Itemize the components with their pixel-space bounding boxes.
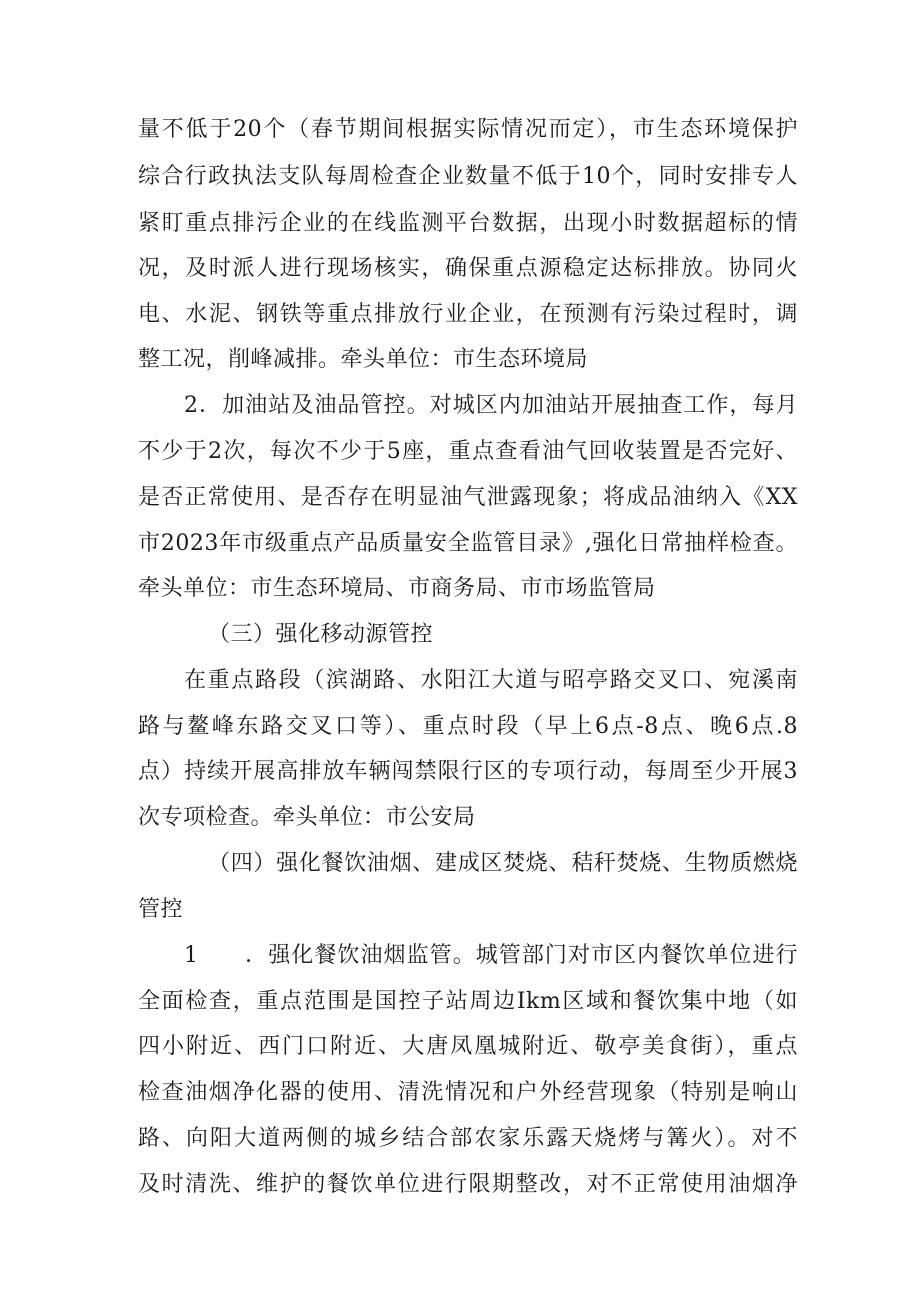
section-heading: （四）强化餐饮油烟、建成区焚烧、秸秆焚烧、生物质燃烧 [208, 851, 798, 876]
paragraph-line: 1 ．强化餐饮油烟监管。城管部门对市区内餐饮单位进行 [184, 943, 798, 968]
paragraph-line: 整工况，削峰减排。牵头单位：市生态环境局 [138, 347, 589, 372]
paragraph-line: 电、水泥、钢铁等重点排放行业企业，在预测有污染过程时，调 [138, 302, 798, 327]
paragraph-line: 市2023年市级重点产品质量安全监管目录》,强化日常抽样检查。 [138, 531, 798, 556]
paragraph-line: 次专项检查。牵头单位：市公安局 [138, 805, 476, 830]
paragraph-line: 及时清洗、维护的餐饮单位进行限期整改，对不正常使用油烟净 [138, 1172, 798, 1197]
paragraph-line: 牵头单位：市生态环境局、市商务局、市市场监管局 [138, 576, 656, 601]
paragraph-line: 不少于2次，每次不少于5座，重点查看油气回收装置是否完好、 [138, 439, 798, 464]
paragraph-line: 量不低于20个（春节期间根据实际情况而定），市生态环境保护 [138, 117, 798, 142]
paragraph-line: 路、向阳大道两侧的城乡结合部农家乐露天烧烤与篝火）。对不 [138, 1126, 798, 1151]
paragraph-line: 路与鳌峰东路交叉口等）、重点时段（早上6点-8点、晚6点.8 [138, 714, 798, 739]
paragraph-line: 全面检查，重点范围是国控子站周边Ikm区域和餐饮集中地（如 [138, 989, 798, 1014]
section-heading: （三）强化移动源管控 [208, 622, 434, 647]
paragraph-line: 况，及时派人进行现场核实，确保重点源稳定达标排放。协同火 [138, 256, 798, 281]
paragraph-line: 综合行政执法支队每周检查企业数量不低于10个，同时安排专人 [138, 164, 798, 189]
paragraph-line: 检查油烟净化器的使用、清洗情况和户外经营现象（特别是响山 [138, 1080, 798, 1105]
paragraph-line: 在重点路段（滨湖路、水阳江大道与昭亭路交叉口、宛溪南 [184, 668, 798, 693]
paragraph-line: 2．加油站及油品管控。对城区内加油站开展抽查工作，每月 [184, 393, 798, 418]
paragraph-line: 四小附近、西门口附近、大唐凤凰城附近、敬亭美食街），重点 [138, 1034, 798, 1059]
paragraph-line: 点）持续开展高排放车辆闯禁限行区的专项行动，每周至少开展3 [138, 759, 798, 784]
paragraph-line: 是否正常使用、是否存在明显油气泄露现象；将成品油纳入《XX [138, 485, 798, 510]
paragraph-line: 紧盯重点排污企业的在线监测平台数据，出现小时数据超标的情 [138, 211, 798, 236]
section-heading: 管控 [138, 897, 184, 922]
